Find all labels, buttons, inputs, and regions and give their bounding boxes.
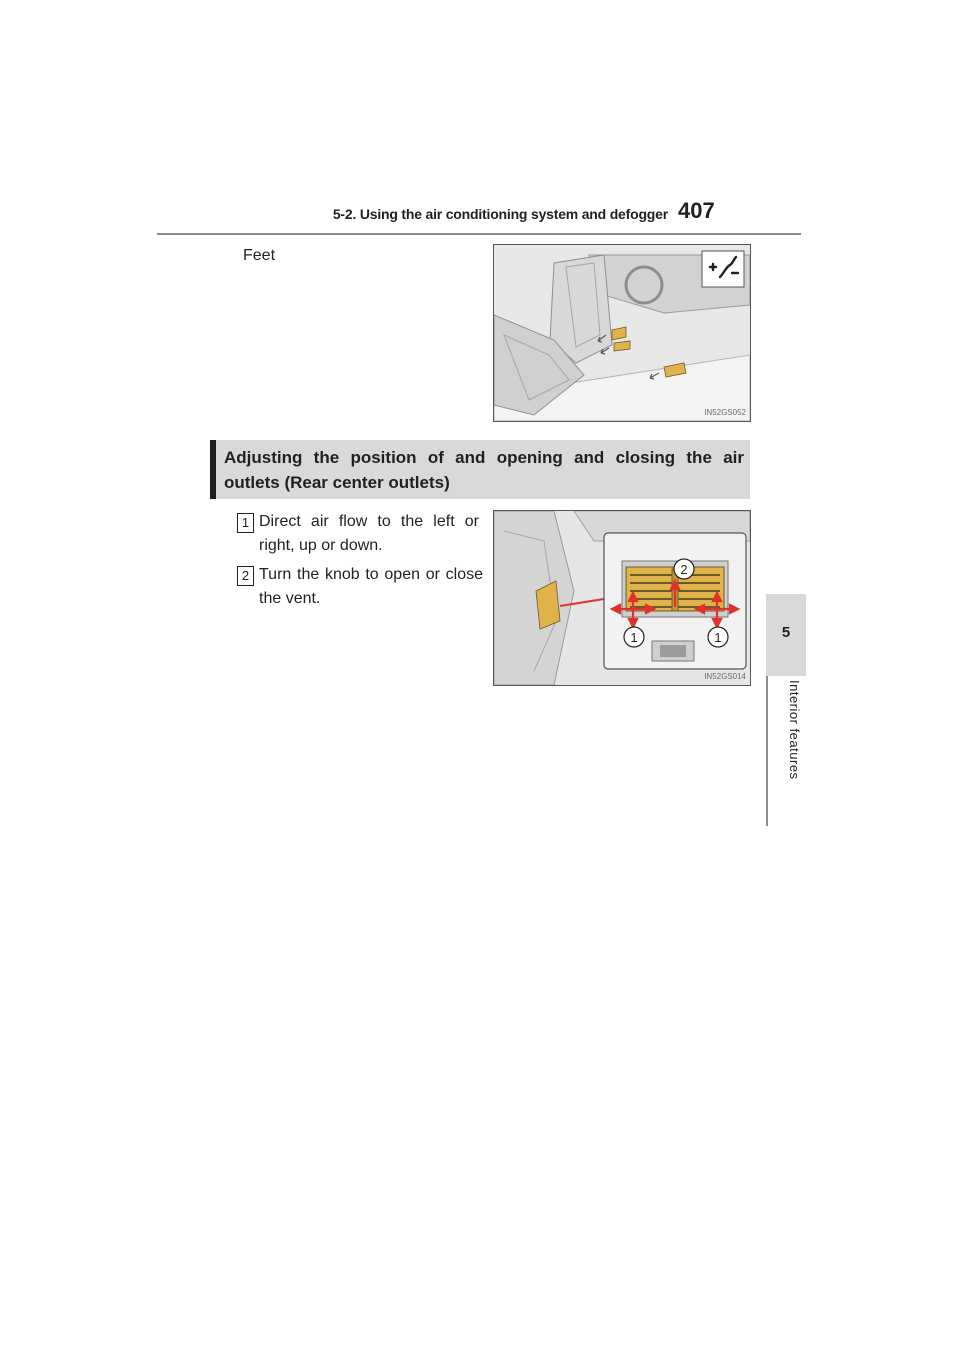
step-marker-1: 1 <box>237 513 254 533</box>
header-rule <box>157 233 801 235</box>
callout-1-left: 1 <box>630 630 638 645</box>
step-marker-2: 2 <box>237 566 254 586</box>
feet-figure-code: IN52GS052 <box>704 408 746 417</box>
section-heading: Adjusting the position of and opening and closing the air outlets (Rear center outlets) <box>224 448 744 492</box>
callout-2: 2 <box>680 562 688 577</box>
chapter-title: Interior features <box>787 680 802 780</box>
section-heading-accent <box>210 440 216 499</box>
feet-mode-illustration <box>493 244 751 422</box>
step-text-2: Turn the knob to open or close the vent. <box>259 566 483 607</box>
chapter-number: 5 <box>781 624 791 641</box>
step-text-1: Direct air flow to the left or right, up or down. <box>259 513 479 554</box>
callout-1-right: 1 <box>714 630 722 645</box>
feet-mode-label: Feet <box>243 247 276 264</box>
chapter-tab-rule <box>766 676 768 826</box>
outlet-figure-code: IN52GS014 <box>704 672 746 681</box>
rear-center-outlet-illustration <box>493 510 751 686</box>
page-number: 407 <box>678 198 715 223</box>
running-header-title: 5-2. Using the air conditioning system and defogger <box>332 206 668 222</box>
